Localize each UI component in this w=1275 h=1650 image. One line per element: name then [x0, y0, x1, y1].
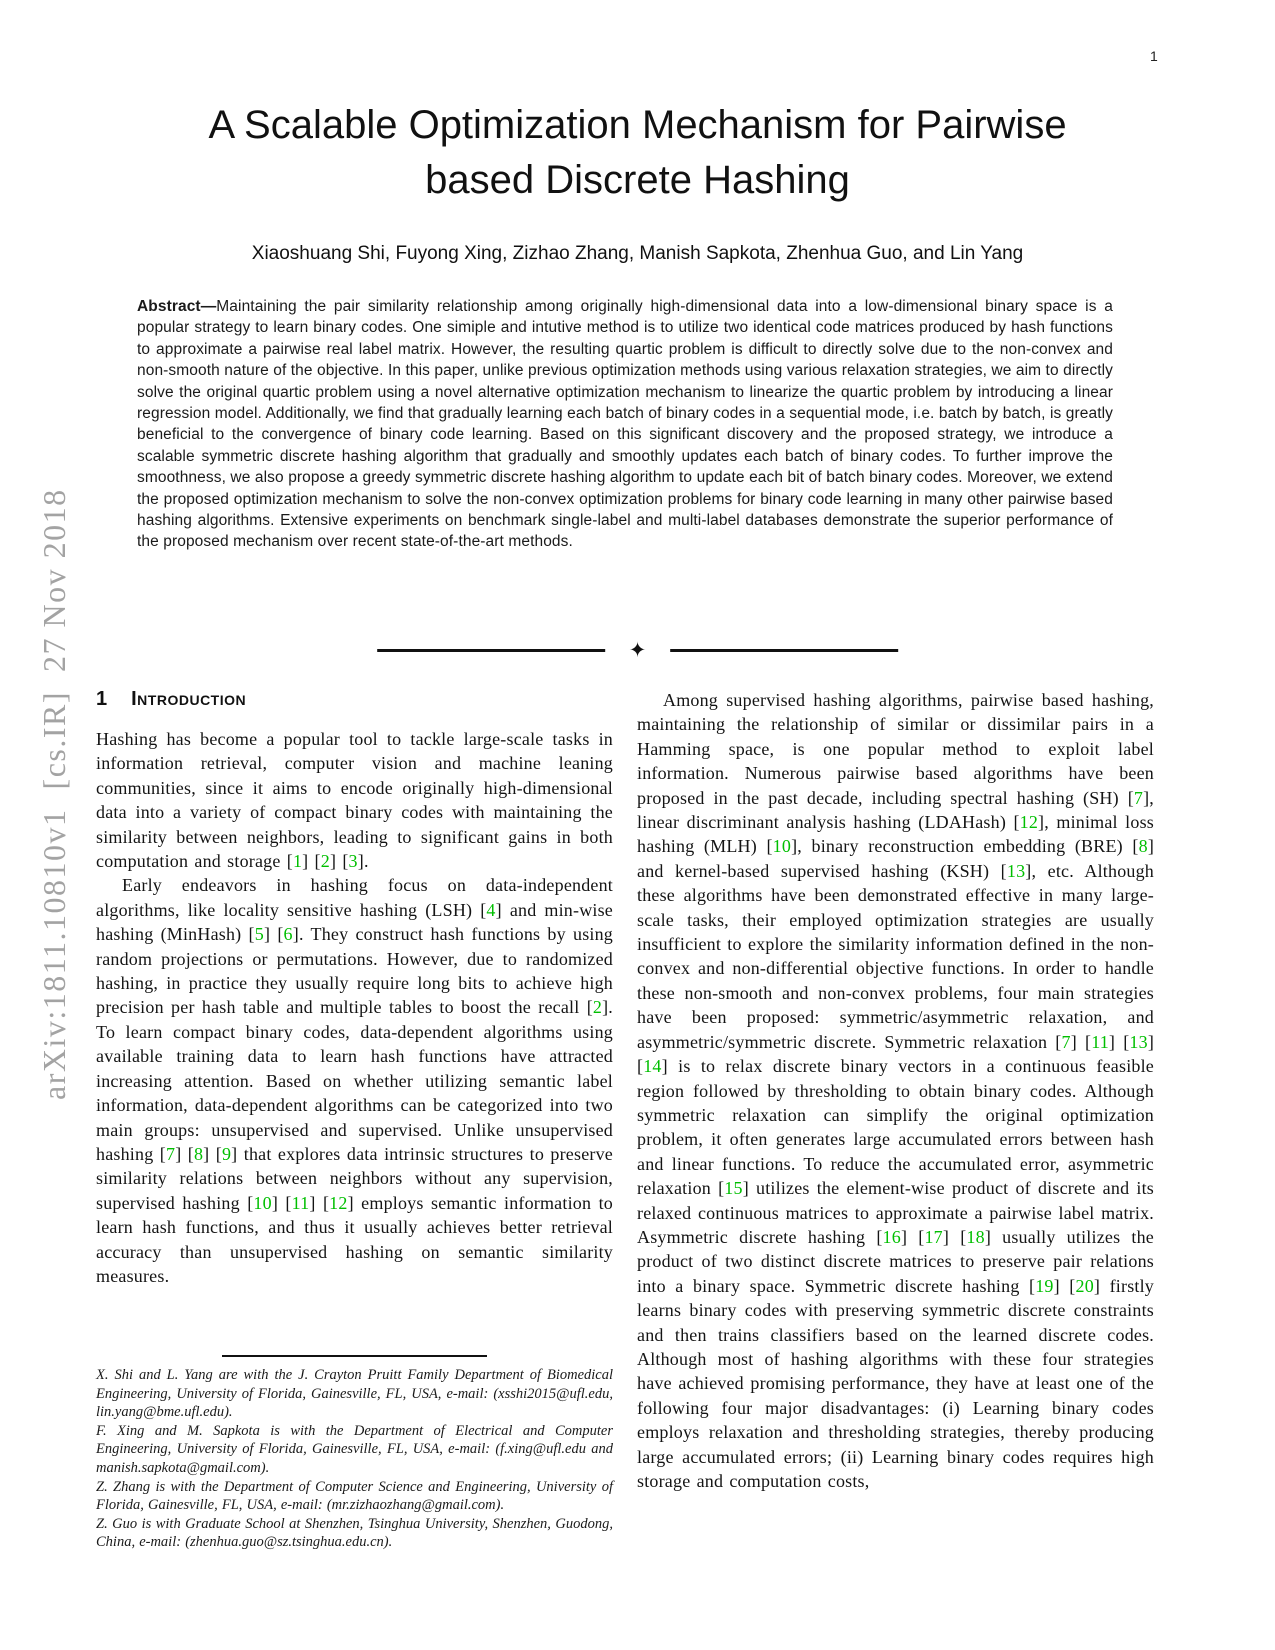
- citation-link[interactable]: 8: [193, 1143, 204, 1164]
- section-heading-introduction: [96, 688, 613, 711]
- abstract-text: Maintaining the pair similarity relationship among originally high-dimensional data into a low-dimensional binary space is a popular strategy to learn binary codes. One simiple and intutive method is to utilize two identical code matrices produced by hash functions to approximate a pairwise real label matrix. However, the resulting quartic problem is difficult to directly solve due to the non-convex and non-smooth nature of the objective. In this paper, unlike previous optimization methods using various relaxation strategies, we aim to directly solve the original quartic problem using a novel alternative optimization mechanism to linearize the quartic problem by introducing a linear regression model. Additionally, we find that gradually learning each batch of binary codes in a sequential mode, i.e. batch by batch, is greatly beneficial to the convergence of binary code learning. Based on this significant discovery and the proposed strategy, we introduce a scalable symmetric discrete hashing algorithm that gradually and smoothly updates each batch of binary codes. To further improve the smoothness, we also propose a greedy symmetric discrete hashing algorithm to update each bit of batch binary codes. Moreover, we extend the proposed optimization mechanism to solve the non-convex optimization problems for binary code learning in many other pairwise based hashing algorithms. Extensive experiments on benchmark single-label and multi-label databases demonstrate the superior performance of the proposed mechanism over recent state-of-the-art methods.: [137, 298, 1113, 551]
- citation-link[interactable]: 10: [772, 836, 792, 857]
- citation-link[interactable]: 13: [1129, 1031, 1148, 1052]
- left-column: [96, 688, 614, 1551]
- citation-link[interactable]: 12: [329, 1192, 348, 1213]
- footnote-affiliation: Z. Zhang is with the Department of Computer Science and Engineering, University of Florida, Gainesville, FL, USA, e-mail: (mr.zizhaozhang@gmail.com).: [96, 1478, 613, 1514]
- right-column: [637, 688, 1154, 1493]
- citation-link[interactable]: 2: [320, 851, 330, 872]
- citation-link[interactable]: 11: [1091, 1031, 1109, 1052]
- citation-link[interactable]: 2: [592, 997, 603, 1018]
- citation-link[interactable]: 17: [924, 1226, 943, 1247]
- footnote-affiliation: F. Xing and M. Sapkota is with the Department of Electrical and Computer Engineering, University of Florida, Gainesville, FL, USA, e-mail: (f.xing@ufl.edu and manish.sapkota@gmail.com).: [96, 1422, 613, 1476]
- citation-link[interactable]: 9: [221, 1143, 232, 1164]
- footnote-affiliation: X. Shi and L. Yang are with the J. Crayton Pruitt Family Department of Biomedical Engineering, University of Florida, Gainesville, FL, USA, e-mail: (xsshi2015@ufl.edu, lin.yang@bme.ufl.edu).: [96, 1367, 613, 1421]
- citation-link[interactable]: 4: [486, 899, 496, 920]
- citation-link[interactable]: 13: [1006, 860, 1026, 881]
- two-column-body: [96, 688, 1155, 1551]
- separator-line-left: [377, 649, 605, 652]
- citation-link[interactable]: 7: [1061, 1031, 1071, 1052]
- abstract-label: [137, 298, 216, 315]
- section-title: Introduction: [131, 688, 247, 710]
- citation-link[interactable]: 10: [253, 1192, 272, 1213]
- section-separator: [377, 640, 899, 661]
- paragraph-intro-2: Early endeavors in hashing focus on data-independent algorithms, like locality sensitive hashing (LSH) [4] and min-wise hashing (MinHash) [5] [6]. They construct hash functions by using random projections or permutations. However, due to randomized hashing, in practice they usually require long bits to achieve high precision per hash table and multiple tables to boost the recall [2]. To learn compact binary codes, data-dependent algorithms using available training data to learn hash functions have attracted increasing attention. Based on whether utilizing semantic label information, data-dependent algorithms can be categorized into two main groups: unsupervised and supervised. Unlike unsupervised hashing [7] [8] [9] that explores data intrinsic structures to preserve similarity relations between neighbors without any supervision, supervised hashing [10] [11] [12] employs semantic information to learn hash functions, and thus it usually achieves better retrieval accuracy than unsupervised hashing on semantic similarity measures.: [96, 875, 614, 1286]
- diamond-icon: ✦: [628, 638, 647, 662]
- footnote-affiliation: Z. Guo is with Graduate School at Shenzhen, Tsinghua University, Shenzhen, Guodong, China, e-mail: (zhenhua.guo@sz.tsinghua.edu.cn).: [96, 1515, 613, 1551]
- citation-link[interactable]: 8: [1138, 836, 1148, 857]
- citation-link[interactable]: 19: [1035, 1275, 1054, 1296]
- citation-link[interactable]: 7: [1133, 787, 1144, 808]
- section-number: 1: [96, 688, 108, 710]
- citation-link[interactable]: 5: [254, 924, 264, 945]
- author-footnotes: [96, 1355, 613, 1552]
- citation-link[interactable]: 12: [1019, 812, 1039, 833]
- page-number: 1: [1150, 48, 1158, 64]
- citation-link[interactable]: 11: [291, 1192, 310, 1213]
- paper-title: A Scalable Optimization Mechanism for Pairwise based Discrete Hashing: [208, 103, 1067, 203]
- citation-link[interactable]: 7: [165, 1143, 176, 1164]
- citation-link[interactable]: 14: [643, 1056, 662, 1077]
- authors-line: Xiaoshuang Shi, Fuyong Xing, Zizhao Zhang, Manish Sapkota, Zhenhua Guo, and Lin Yang: [251, 243, 1024, 264]
- abstract-dash: —: [200, 298, 217, 315]
- separator-line-right: [670, 649, 898, 652]
- citation-link[interactable]: 16: [882, 1226, 901, 1247]
- paragraph-intro-1: Hashing has become a popular tool to tackle large-scale tasks in information retrieval, computer vision and machine leaning communities, since it aims to encode originally high-dimensional data into a variety of compact binary codes with maintaining the similarity between neighbors, leading to significant gains in both computation and storage [1] [2] [3].: [96, 729, 613, 872]
- citation-link[interactable]: 6: [283, 924, 293, 945]
- citation-link[interactable]: 3: [348, 851, 358, 872]
- abstract-label-text: Abstract: [137, 298, 201, 315]
- footnote-rule: [222, 1355, 487, 1357]
- abstract: [137, 296, 1113, 553]
- citation-link[interactable]: 15: [724, 1178, 743, 1199]
- citation-link[interactable]: 18: [966, 1226, 985, 1247]
- paragraph-intro-3: Among supervised hashing algorithms, pairwise based hashing, maintaining the relationship of similar or dissimilar pairs in a Hamming space, is one popular method to exploit label information. Numerous pairwise based algorithms have been proposed in the past decade, including spectral hashing (SH) [7], linear discriminant analysis hashing (LDAHash) [12], minimal loss hashing (MLH) [10], binary reconstruction embedding (BRE) [8] and kernel-based supervised hashing (KSH) [13], etc. Although these algorithms have been demonstrated effective in many large-scale tasks, their employed optimization strategies are usually insufficient to explore the similarity information defined in the non-convex and non-differential objective functions. In order to handle these non-smooth and non-convex problems, four main strategies have been proposed: symmetric/asymmetric relaxation, and asymmetric/symmetric discrete. Symmetric relaxation [7] [11] [13] [14] is to relax discrete binary vectors in a continuous feasible region followed by thresholding to obtain binary codes. Although symmetric relaxation can simplify the original optimization problem, it often generates large accumulated errors between hash and linear functions. To reduce the accumulated error, asymmetric relaxation [15] utilizes the element-wise product of discrete and its relaxed continuous matrices to approximate a pairwise label matrix. Asymmetric discrete hashing [16] [17] [18] usually utilizes the product of two distinct discrete matrices to preserve pair relations into a binary space. Symmetric discrete hashing [19] [20] firstly learns binary codes with preserving symmetric discrete constraints and then trains classifiers based on the learned discrete codes. Although most of hashing algorithms with these four strategies have achieved promising performance, they have at least one of the following four major disadvantages: (i) Learning binary codes employs relaxation and thresholding strategies, thereby producing large accumulated errors; (ii) Learning binary codes requires high storage and computation costs,: [637, 690, 1155, 1491]
- arxiv-watermark: arXiv:1811.10810v1 [cs.IR] 27 Nov 2018: [36, 488, 72, 1100]
- citation-link[interactable]: 1: [292, 851, 303, 872]
- citation-link[interactable]: 20: [1075, 1275, 1094, 1296]
